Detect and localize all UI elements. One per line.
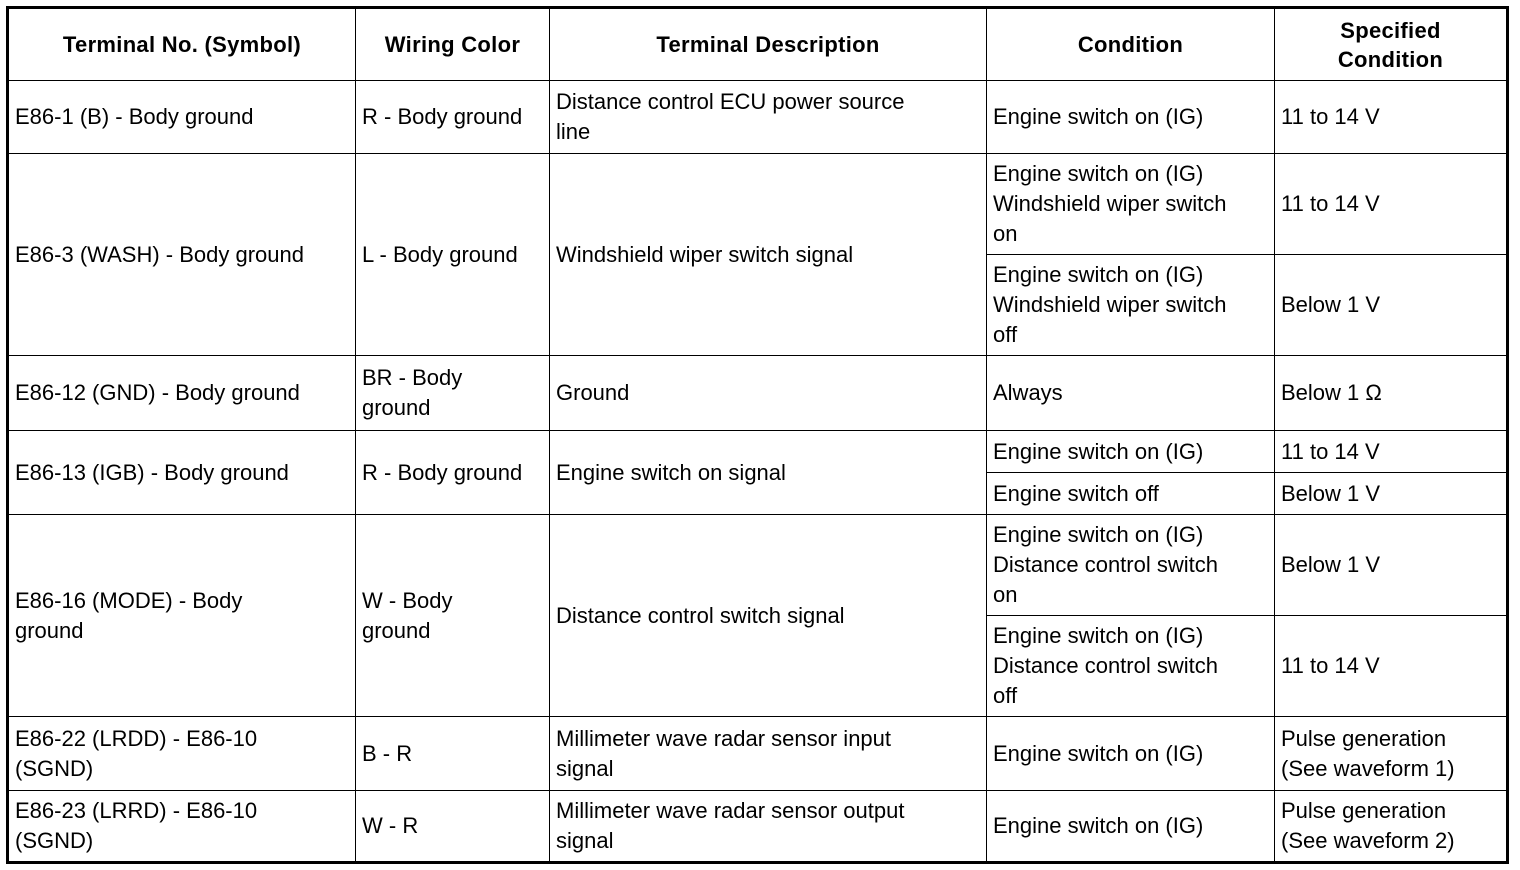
table-row bbox=[8, 81, 1508, 154]
wiring-color-cell: B - R bbox=[356, 717, 550, 791]
description-cell: Distance control switch signal bbox=[550, 515, 987, 717]
condition-cell: Always bbox=[987, 356, 1275, 431]
terminal-cell: E86-1 (B) - Body ground bbox=[8, 81, 356, 154]
specified-condition-cell: 11 to 14 V bbox=[1275, 154, 1508, 255]
wiring-color-cell: W - Body ground bbox=[356, 515, 550, 717]
condition-cell: Engine switch on (IG) Windshield wiper switch off bbox=[987, 255, 1275, 356]
table-row bbox=[8, 154, 1508, 255]
specified-condition-cell: Pulse generation (See waveform 2) bbox=[1275, 791, 1508, 863]
table-row bbox=[8, 356, 1508, 431]
wiring-color-cell: L - Body ground bbox=[356, 154, 550, 356]
wiring-color-cell: BR - Body ground bbox=[356, 356, 550, 431]
condition-cell: Engine switch off bbox=[987, 473, 1275, 515]
condition-cell: Engine switch on (IG) bbox=[987, 791, 1275, 863]
header-terminal: Terminal No. (Symbol) bbox=[8, 8, 356, 81]
wiring-color-cell: W - R bbox=[356, 791, 550, 863]
specified-condition-cell: Pulse generation (See waveform 1) bbox=[1275, 717, 1508, 791]
header-terminal-description: Terminal Description bbox=[550, 8, 987, 81]
terminal-cell: E86-16 (MODE) - Body ground bbox=[8, 515, 356, 717]
condition-cell: Engine switch on (IG) Distance control switch on bbox=[987, 515, 1275, 616]
terminal-cell: E86-12 (GND) - Body ground bbox=[8, 356, 356, 431]
terminal-cell: E86-22 (LRDD) - E86-10 (SGND) bbox=[8, 717, 356, 791]
condition-cell: Engine switch on (IG) Distance control switch off bbox=[987, 616, 1275, 717]
description-cell: Distance control ECU power source line bbox=[550, 81, 987, 154]
condition-cell: Engine switch on (IG) bbox=[987, 717, 1275, 791]
header-row bbox=[8, 8, 1508, 81]
terminal-spec-table bbox=[6, 6, 1509, 864]
specified-condition-cell: 11 to 14 V bbox=[1275, 431, 1508, 473]
description-cell: Millimeter wave radar sensor input signal bbox=[550, 717, 987, 791]
header-wiring-color: Wiring Color bbox=[356, 8, 550, 81]
description-cell: Engine switch on signal bbox=[550, 431, 987, 515]
specified-condition-cell: Below 1 Ω bbox=[1275, 356, 1508, 431]
description-cell: Millimeter wave radar sensor output signal bbox=[550, 791, 987, 863]
description-cell: Ground bbox=[550, 356, 987, 431]
table-row bbox=[8, 431, 1508, 473]
specified-condition-cell: 11 to 14 V bbox=[1275, 616, 1508, 717]
wiring-color-cell: R - Body ground bbox=[356, 431, 550, 515]
condition-cell: Engine switch on (IG) bbox=[987, 431, 1275, 473]
table-row bbox=[8, 717, 1508, 791]
table-row bbox=[8, 515, 1508, 616]
terminal-cell: E86-13 (IGB) - Body ground bbox=[8, 431, 356, 515]
terminal-cell: E86-23 (LRRD) - E86-10 (SGND) bbox=[8, 791, 356, 863]
wiring-color-cell: R - Body ground bbox=[356, 81, 550, 154]
table-row bbox=[8, 791, 1508, 863]
specified-condition-cell: 11 to 14 V bbox=[1275, 81, 1508, 154]
header-condition: Condition bbox=[987, 8, 1275, 81]
condition-cell: Engine switch on (IG) bbox=[987, 81, 1275, 154]
specified-condition-cell: Below 1 V bbox=[1275, 473, 1508, 515]
description-cell: Windshield wiper switch signal bbox=[550, 154, 987, 356]
specified-condition-cell: Below 1 V bbox=[1275, 515, 1508, 616]
header-specified-condition: Specified Condition bbox=[1275, 8, 1508, 81]
specified-condition-cell: Below 1 V bbox=[1275, 255, 1508, 356]
terminal-cell: E86-3 (WASH) - Body ground bbox=[8, 154, 356, 356]
condition-cell: Engine switch on (IG) Windshield wiper switch on bbox=[987, 154, 1275, 255]
